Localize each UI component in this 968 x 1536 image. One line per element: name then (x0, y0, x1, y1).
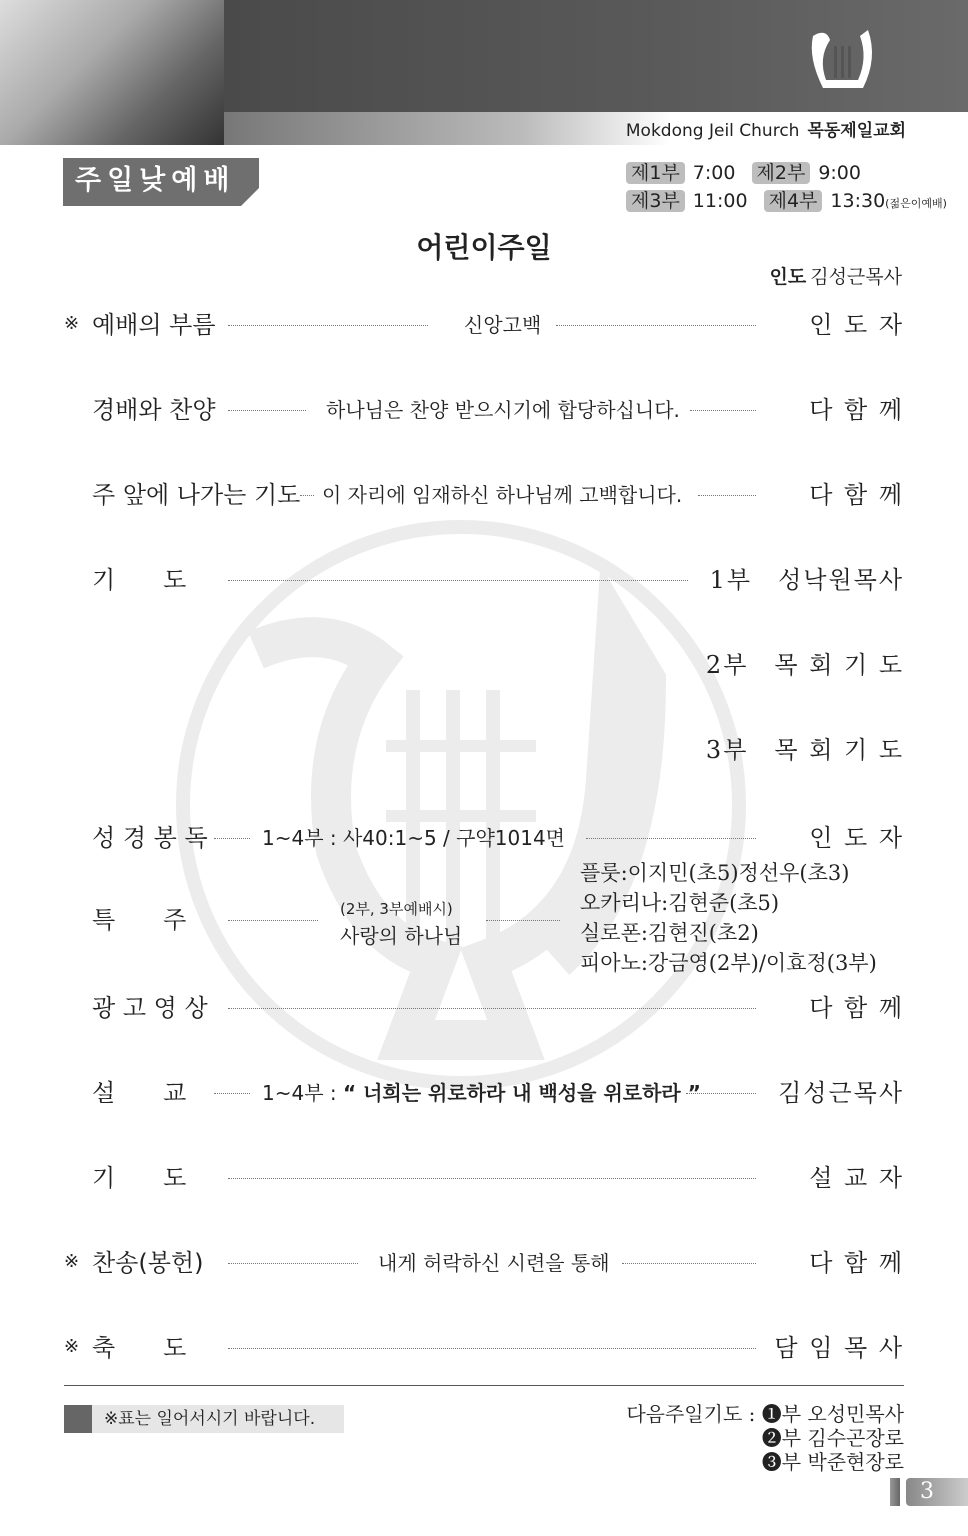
service-times-row2: 제3부 11:00 제4부 13:30(젊은이예배) (626, 186, 947, 213)
order-row: ※ 예배의 부름 신앙고백 인 도 자 (64, 311, 904, 339)
order-row: 3부 목 회 기 도 (705, 736, 904, 764)
order-row: 주 앞에 나가는 기도 이 자리에 임재하신 하나님께 고백합니다. 다 함 께 (92, 481, 904, 509)
order-row: 성 경 봉 독 1~4부 : 사40:1~5 / 구약1014면 인 도 자 (92, 824, 904, 852)
church-name: Mokdong Jeil Church 목동제일교회 (625, 121, 906, 141)
leader: 인도 김성근목사 (769, 266, 902, 288)
order-row: 설 교 1~4부 : “ 너희는 위로하라 내 백성을 위로하라 ” 김성근목사 (92, 1079, 904, 1107)
order-row: ※ 축 도 담 임 목 사 (64, 1334, 904, 1362)
special-performers: 플룻:이지민(초5)정선우(초3) 오카리나:김현준(초5) 실로폰:김현진(초2) 피아노:강금영(2부)/이효정(3부) (580, 861, 877, 975)
footer-divider (64, 1385, 904, 1386)
order-row: 기 도 설 교 자 (92, 1164, 904, 1192)
headline: 어린이주일 (416, 231, 552, 264)
order-row: 2부 목 회 기 도 (705, 651, 904, 679)
order-row: 기 도 1부 성낙원목사 (92, 566, 904, 594)
praying-hands-photo (0, 0, 224, 145)
standing-note: ※표는 일어서시기 바랍니다. (64, 1405, 344, 1433)
order-row: ※ 찬송(봉헌) 내게 허락하신 시련을 통해 다 함 께 (64, 1249, 904, 1277)
page-number: 3 (890, 1478, 968, 1506)
order-row-special: 특 주 (2부, 3부예배시) 사랑의 하나님 (64, 900, 904, 980)
next-week-prayer: 다음주일기도 : ❶부 오성민목사 ❷부 김수곤장로 ❸부 박준현장로 (626, 1402, 904, 1474)
order-row: 광 고 영 상 다 함 께 (92, 994, 904, 1022)
lyre-logo-icon (808, 28, 878, 98)
service-times-row1: 제1부 7:00 제2부 9:00 (626, 158, 861, 185)
section-title: 주일낮예배 (63, 158, 259, 206)
order-row: 경배와 찬양 하나님은 찬양 받으시기에 합당하십니다. 다 함 께 (92, 396, 904, 424)
